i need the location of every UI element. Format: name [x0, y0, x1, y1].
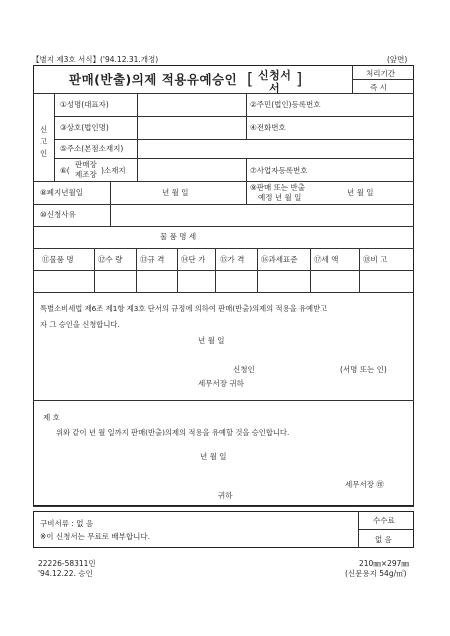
rule-row1 [54, 116, 414, 117]
location-prefix: ⑥( [60, 166, 70, 175]
title-bracket-open: [ [247, 69, 254, 88]
footer-box [33, 511, 414, 548]
phone-label: ④전화번호 [250, 123, 286, 132]
free-distribution-note: ※이 신청서는 무료로 배부합니다. [40, 532, 151, 541]
approval-number: 제 호 [43, 413, 60, 422]
company-name-label: ③상호(법인명) [60, 123, 109, 132]
rule-application-bottom [33, 400, 414, 401]
signature-or-seal: (서명 또는 인) [340, 365, 387, 374]
sale-date-value: 년 월 일 [347, 188, 374, 197]
location-suffix: )소재지 [101, 166, 126, 175]
closure-date-label: ⑧폐지년월일 [40, 188, 83, 197]
goods-col-unit-price: ⑭단 가 [181, 255, 206, 264]
resident-number-label: ②주민(법인)등록번호 [250, 100, 321, 109]
rule-mid-col [246, 93, 247, 139]
goods-col-price: ⑮가 격 [220, 255, 245, 264]
form-reference: 【별지 제3호 서식】('94.12.31.개정) [32, 55, 159, 64]
footer-fee-midline [358, 529, 414, 530]
approval-date: 년 월 일 [200, 452, 227, 461]
title-bracket-close: ] [296, 69, 303, 88]
rule-label-col [137, 93, 138, 139]
processing-period-label: 처리기간 [366, 69, 395, 78]
rule-goods-col3 [177, 248, 178, 292]
goods-col-tax-base: ⑯과세표준 [261, 255, 298, 264]
application-text-line2: 자 그 승인을 신청합니다. [40, 320, 120, 329]
approval-date-note: '94.12.22. 승인 [38, 569, 93, 578]
applicant-side-label: 신 고 인 [40, 125, 48, 158]
form-title: 판매(반출)의제 적용유예승인 [69, 72, 238, 87]
goods-section-title: 물 품 명 세 [160, 232, 197, 241]
application-text-line1: 특별소비세법 제6조 제1항 제3호 단서의 규정에 의하여 판매(반출)의제의 적용을 유예받고 [40, 304, 328, 313]
fee-label: 수수료 [373, 516, 395, 525]
rule-goods-col6 [310, 248, 311, 292]
rule-row2 [54, 139, 414, 140]
rule-approval-bottom [33, 506, 414, 507]
period-midline [352, 79, 414, 80]
name-label: ①성명(대표자) [60, 100, 109, 109]
reason-label: ⑩신청사유 [40, 210, 76, 219]
closure-date-value: 년 월 일 [162, 188, 189, 197]
rule-goods-col5 [257, 248, 258, 292]
fee-value: 없 음 [375, 535, 392, 544]
title-option-application: 신청서 [258, 69, 292, 82]
rule-side-label [54, 93, 55, 181]
application-recipient: 세무서장 귀하 [198, 379, 244, 388]
rule-reason-col [110, 204, 111, 226]
goods-col-remarks: ⑱비 고 [363, 255, 388, 264]
rule-addr-col [137, 139, 138, 158]
approval-issuer: 세무서장 ㊞ [345, 480, 384, 489]
sale-date-label-line2: 예정 년 월 일 [258, 193, 302, 202]
approval-recipient: 귀하 [218, 491, 233, 500]
page-side-label: (앞면) [387, 55, 408, 64]
rule-goods-col1 [94, 248, 95, 292]
processing-period-value: 즉 시 [370, 83, 387, 92]
location-option-store: 판매장 [75, 160, 97, 169]
goods-col-quantity: ⑫수 량 [98, 255, 123, 264]
title-option-notice: 서 [269, 82, 281, 95]
rule-title-bottom [33, 93, 414, 94]
rule-reason-bottom [33, 226, 414, 227]
paper-size: 210㎜×297㎜ [359, 559, 409, 568]
rule-row3 [54, 158, 414, 159]
rule-dates-bottom [33, 204, 414, 205]
paper-type: (신문용지 54g/㎡) [345, 569, 407, 578]
form-code: 22226-58311민 [38, 559, 96, 568]
approval-text: 위와 같이 년 월 일까지 판매(반출)의제의 적용을 유예할 것을 승인합니다. [56, 428, 290, 437]
application-date: 년 월 일 [198, 336, 225, 345]
goods-col-spec: ⑬규 격 [140, 255, 165, 264]
sale-date-label-line1: ⑨판매 또는 반출 [250, 183, 305, 192]
goods-col-item: ⑪물품 명 [42, 255, 74, 264]
goods-col-tax: ⑰세 액 [314, 255, 339, 264]
rule-goods-row-bottom [33, 292, 414, 293]
rule-goods-title-bottom [33, 248, 414, 249]
applicant-signature-label: 신청인 [233, 365, 255, 374]
rule-goods-col2 [136, 248, 137, 292]
rule-mid-col-2 [246, 158, 247, 181]
rule-goods-col7 [359, 248, 360, 292]
rule-date-mid-col [246, 181, 247, 204]
location-option-factory: 제조장 [75, 170, 97, 179]
rule-applicant-bottom [33, 181, 414, 182]
rule-goods-header-bottom [33, 270, 414, 271]
business-number-label: ⑦사업자등록번호 [250, 166, 308, 175]
rule-goods-col4 [215, 248, 216, 292]
rule-date-label-col [110, 181, 111, 204]
address-label: ⑤주소(본점소재지) [60, 144, 124, 153]
rule-label-col-2 [137, 158, 138, 181]
required-documents: 구비서류 : 없 음 [40, 519, 94, 528]
